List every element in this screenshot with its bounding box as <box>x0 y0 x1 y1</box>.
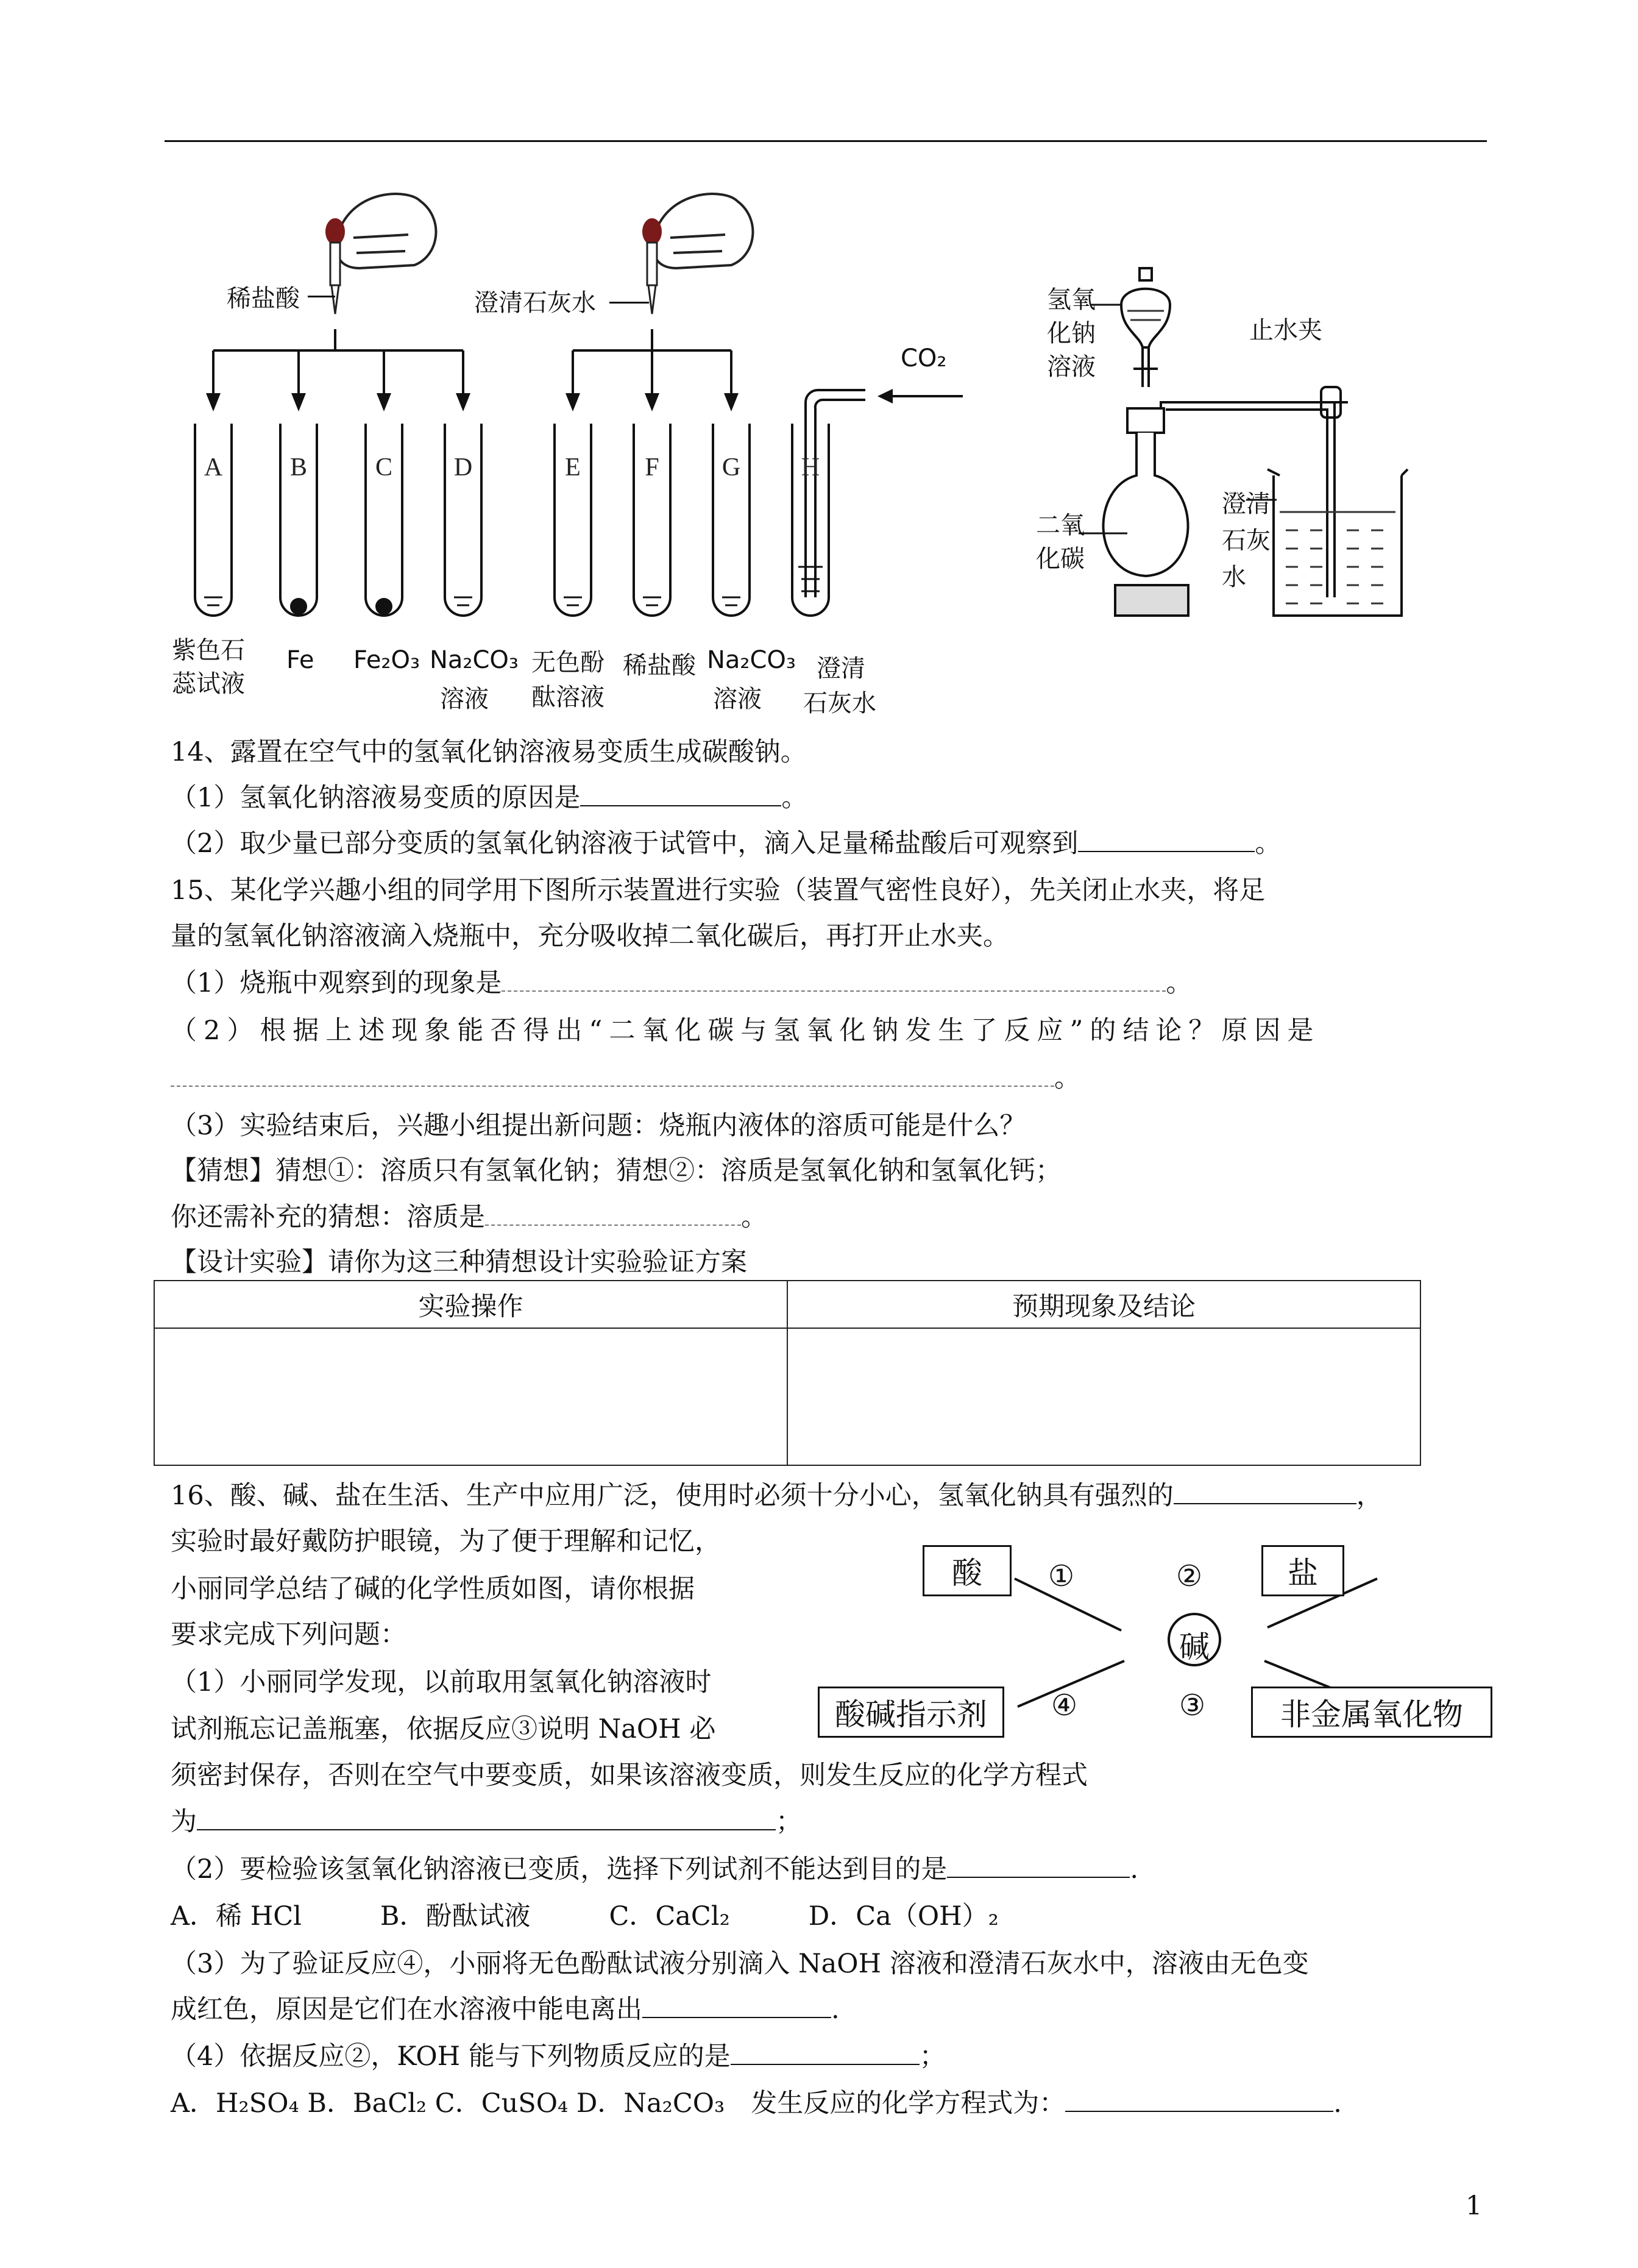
q14-part1 <box>171 780 807 816</box>
page-number: 1 <box>1466 2191 1483 2221</box>
tube-caption: 溶液 <box>713 685 762 713</box>
answer-blank[interactable] <box>171 1061 1054 1087</box>
tube-caption: Fe <box>286 646 314 674</box>
diagram-acid-box: 酸 <box>923 1545 1012 1596</box>
q16-text: 成红色，原因是它们在水溶液中能电离出 <box>171 1994 642 2025</box>
q15-part2-answer <box>171 1061 1080 1096</box>
q16-line <box>171 1478 1383 1513</box>
diagram-salt-box: 盐 <box>1261 1545 1344 1596</box>
dropper-right-label: 澄清石灰水 <box>474 289 596 317</box>
q14-part2-end: 。 <box>1255 828 1282 859</box>
tube-caption: 紫色石 <box>172 636 245 664</box>
tube-letter: B <box>289 453 308 482</box>
tube-letter: A <box>204 453 223 482</box>
reaction-number: ① <box>1048 1559 1075 1593</box>
answer-blank[interactable] <box>731 2039 920 2065</box>
q15-guess-extra-text: 你还需补充的猜想：溶质是 <box>171 1202 485 1232</box>
tube-caption: Fe₂O₃ <box>353 646 420 674</box>
q14-part1-end: 。 <box>781 783 808 813</box>
tube-caption: 石灰水 <box>803 689 876 717</box>
dropper-icon <box>325 218 345 314</box>
q15-part1-end: 。 <box>1166 968 1193 998</box>
q14-part1-text: （1）氢氧化钠溶液易变质的原因是 <box>171 783 581 813</box>
tube-caption: 蕊试液 <box>172 670 245 698</box>
q16-text: 16、酸、碱、盐在生活、生产中应用广泛，使用时必须十分小心，氢氧化钠具有强烈的 <box>171 1481 1174 1511</box>
q16-line: 须密封保存，否则在空气中要变质，如果该溶液变质，则发生反应的化学方程式 <box>171 1760 1088 1791</box>
experiment-table <box>154 1280 1421 1466</box>
q16-line <box>171 2086 1342 2121</box>
table-header: 实验操作 <box>154 1281 787 1328</box>
q15-part1 <box>171 965 1192 1001</box>
q16-text: （4）依据反应②，KOH 能与下列物质反应的是 <box>171 2041 731 2072</box>
q14-part2-text: （2）取少量已部分变质的氢氧化钠溶液于试管中，滴入足量稀盐酸后可观察到 <box>171 828 1079 859</box>
co2-gas-label: 化碳 <box>1036 545 1085 573</box>
q16-text-end: ； <box>919 2041 946 2072</box>
reaction-number: ② <box>1176 1559 1203 1593</box>
q16-line: 要求完成下列问题： <box>171 1619 406 1650</box>
tube-caption: 无色酚 <box>531 649 604 677</box>
q15-part1-text: （1）烧瓶中观察到的现象是 <box>171 968 502 998</box>
co2-gas-label: 二氧 <box>1036 511 1085 539</box>
q14-part2 <box>171 826 1281 861</box>
tube-letter: C <box>375 453 393 482</box>
clamp-icon <box>1313 387 1348 418</box>
answer-blank[interactable] <box>1078 827 1255 852</box>
tube-caption: Na₂CO₃ <box>707 646 796 674</box>
answer-blank[interactable] <box>1174 1479 1356 1504</box>
header-rule <box>165 140 1487 142</box>
tube-letter: H <box>801 453 820 482</box>
dropper-left-label: 稀盐酸 <box>227 285 300 313</box>
q15-design: 【设计实验】请你为这三种猜想设计实验验证方案 <box>171 1247 747 1278</box>
dropper-icon <box>642 218 662 314</box>
answer-blank[interactable] <box>642 1992 831 2018</box>
naoh-label: 溶液 <box>1047 353 1096 381</box>
q15-stem: 量的氢氧化钠溶液滴入烧瓶中，充分吸收掉二氧化碳后，再打开止水夹。 <box>171 921 1009 951</box>
q16-text-end: . <box>1333 2088 1342 2119</box>
q16-line <box>171 2039 946 2074</box>
tube-letter: E <box>565 453 581 482</box>
table-cell[interactable] <box>787 1328 1420 1465</box>
q16-text-end: . <box>1130 1854 1139 1885</box>
q16-line: （3）为了验证反应④，小丽将无色酚酞试液分别滴入 NaOH 溶液和澄清石灰水中，溶液由无色变 <box>171 1949 1309 1979</box>
label-leader <box>609 302 649 304</box>
table-header: 预期现象及结论 <box>787 1281 1420 1328</box>
q15-guess: 【猜想】猜想①：溶质只有氢氧化钠；猜想②：溶质是氢氧化钠和氢氧化钙； <box>171 1156 1062 1186</box>
q16-line <box>171 1992 840 2027</box>
answer-blank[interactable] <box>502 966 1166 992</box>
q15-part2-end: 。 <box>1054 1063 1080 1093</box>
answer-blank[interactable] <box>580 781 781 806</box>
tube-caption: 澄清 <box>817 655 865 683</box>
q16-line: 实验时最好戴防护眼镜，为了便于理解和记忆， <box>171 1526 721 1557</box>
tube-caption: 酞溶液 <box>531 683 604 711</box>
q16-line <box>171 1852 1138 1887</box>
naoh-label: 化钠 <box>1047 319 1096 347</box>
q16-text: A．H₂SO₄ B．BaCl₂ C．CuSO₄ D．Na₂CO₃ 发生反应的化学方程式为： <box>171 2088 1066 2119</box>
reaction-number: ④ <box>1051 1688 1078 1722</box>
clamp-label: 止水夹 <box>1249 316 1322 344</box>
naoh-label: 氢氧 <box>1047 286 1096 314</box>
q15-part2: （2）根据上述现象能否得出“二氧化碳与氢氧化钠发生了反应”的结论？原因是 <box>171 1015 1321 1046</box>
tube-letter: D <box>453 453 473 482</box>
q15-part3: （3）实验结束后，兴趣小组提出新问题：烧瓶内液体的溶质可能是什么？ <box>171 1111 1026 1141</box>
q16-options: A．稀 HCl B．酚酞试液 C．CaCl₂ D．Ca（OH）₂ <box>171 1901 999 1932</box>
answer-blank[interactable] <box>485 1200 741 1226</box>
reaction-number: ③ <box>1179 1688 1206 1722</box>
tube-letter: G <box>722 453 741 482</box>
q15-guess-extra-end: 。 <box>741 1202 767 1232</box>
q16-line: 试剂瓶忘记盖瓶塞，依据反应③说明 NaOH 必 <box>171 1714 716 1744</box>
q16-line <box>171 1804 802 1840</box>
q15-stem: 15、某化学兴趣小组的同学用下图所示装置进行实验（装置气密性良好），先关闭止水夹，将足 <box>171 875 1266 906</box>
diagram-center: 碱 <box>1179 1629 1210 1665</box>
co2-label: CO₂ <box>901 344 947 372</box>
answer-blank[interactable] <box>947 1852 1130 1878</box>
answer-blank[interactable] <box>1065 2086 1333 2112</box>
q15-guess-extra <box>171 1200 767 1235</box>
tube-caption: Na₂CO₃ <box>430 646 519 674</box>
limewater-label: 水 <box>1222 563 1246 591</box>
q16-text: （2）要检验该氢氧化钠溶液已变质，选择下列试剂不能达到目的是 <box>171 1854 948 1885</box>
diagram-nonmetal-box: 非金属氧化物 <box>1251 1687 1492 1738</box>
q14-stem: 14、露置在空气中的氢氧化钠溶液易变质生成碳酸钠。 <box>171 737 807 767</box>
label-leader <box>308 296 335 297</box>
hand-icon <box>336 194 436 268</box>
tube-caption: 稀盐酸 <box>623 652 696 680</box>
q16-text-end: ； <box>776 1807 802 1837</box>
tube-letter: F <box>645 453 659 482</box>
q16-text-end: . <box>831 1994 840 2025</box>
answer-blank[interactable] <box>197 1805 776 1830</box>
table-cell[interactable] <box>154 1328 787 1465</box>
limewater-label: 澄清 <box>1222 490 1271 518</box>
q16-line: （1）小丽同学发现，以前取用氢氧化钠溶液时 <box>171 1667 712 1697</box>
diagram-indicator-box: 酸碱指示剂 <box>818 1687 1004 1738</box>
tube-caption: 溶液 <box>440 685 489 713</box>
hand-icon <box>653 194 753 268</box>
limewater-label: 石灰 <box>1222 527 1271 555</box>
q16-text-end: ， <box>1356 1481 1383 1511</box>
q16-line: 小丽同学总结了碱的化学性质如图，请你根据 <box>171 1574 695 1604</box>
q16-text: 为 <box>171 1807 197 1837</box>
